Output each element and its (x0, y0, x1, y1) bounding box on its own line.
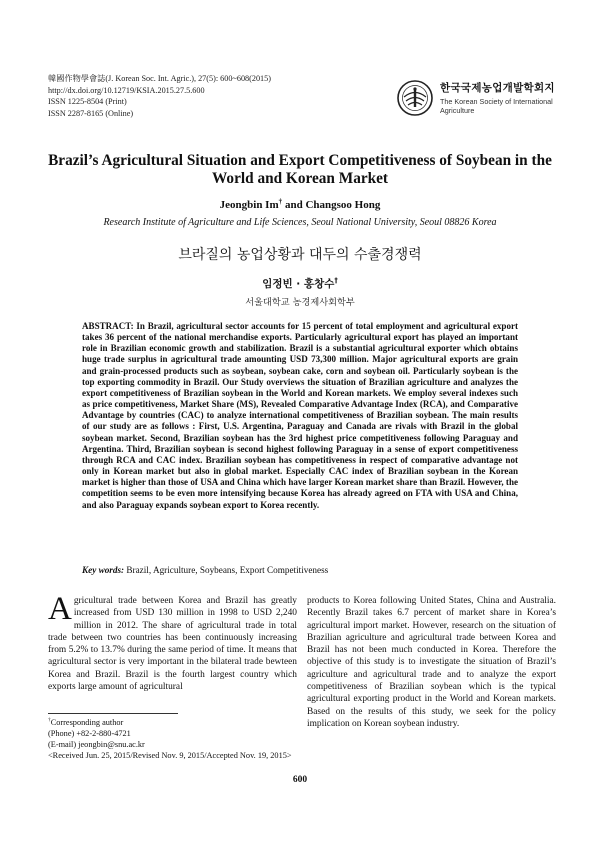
corresponding-mark-ko: † (334, 276, 338, 285)
footnote-email[interactable]: (E-mail) jeongbin@snu.ac.kr (48, 740, 145, 749)
article-affiliation: Research Institute of Agriculture and Life Sciences, Seoul National University, Seoul 08826 Korea (103, 217, 497, 228)
footnotes (48, 717, 308, 761)
issn-print: ISSN 1225-8504 (Print) (48, 97, 127, 106)
keywords (82, 565, 518, 575)
journal-doi[interactable]: http://dx.doi.org/10.12719/KSIA.2015.27.5.600 (48, 85, 205, 95)
society-masthead (397, 78, 557, 122)
society-name-ko: 한국국제농업개발학회지 (440, 82, 555, 94)
article-affiliation-ko: 서울대학교 농경제사회학부 (245, 297, 355, 308)
abstract: ABSTRACT: In Brazil, agricultural sector accounts for 15 percent of total employment and agricultural export takes 36 percent of the national merchandise exports. Particularly agricultural export has played an important role in Brazilian economic growth and stabilization. Brazil is a substantial agricultural exporter which obtains huge trade surplus in agricultural trade amounting USD 73,300 million. Major agricultural exports are grain and grain-processed products such as soybean, soybean cake, corn and soybean oil. Particularly soybean is the top exporting commodity in Brazil. Our Study overviews the situation of Brazilian agriculture and analyzes the export competitiveness of Brazilian soybean in the World and Korean markets. We employ several indexes such as price competitiveness, Market Share (MS), Revealed Comparative Advantage Index (RCA), and Comparative Advantage by countries (CAC) to analyze international competitiveness of Brazilian soybean. The main results of our study are as follows : First, U.S. Argentina, Paraguay and Canada are rivals with Brazil in the global soybean market. Second, Brazilian soybean has the 3rd highest price competitiveness following Paraguay and Argentina. Third, Brazilian soybean is second highest following Paraguay in a sense of export competitiveness through RCA and CAC index. Brazilian soybean has competitiveness in respect of comparative advantage not only in Korean market but also in global market. Especially CAC index of Brazilian soybean in the Korean market is higher than those of USA and China which have larger Korean market share than Brazil. However, the competition seems to be even more intensifying because Korea has already agreed on FTA with USA and China, and also Paraguay expands soybean export to Korea recently. (82, 321, 518, 510)
author-2: Changsoo Hong (305, 199, 381, 211)
keywords-list: Brazil, Agriculture, Soybeans, Export Competitiveness (124, 565, 329, 575)
issn-online: ISSN 2287-8165 (Online) (48, 108, 134, 118)
society-seal-icon (397, 80, 433, 116)
keywords-label: Key words: (82, 565, 125, 575)
journal-info (48, 73, 271, 119)
footnote-received: <Received Jun. 25, 2015/Revised Nov. 9, 2015/Accepted Nov. 19, 2015> (48, 751, 292, 760)
society-name-en: The Korean Society of International Agriculture (440, 97, 553, 115)
article-authors (40, 199, 560, 211)
body-column-left (48, 591, 297, 693)
body-column-right: products to Korea following United States, China and Australia. Recently Brazil takes 6.7 percent of market share in Korea’s agricultural import market. However, research on the situation of Brazilian agriculture and agricultural trade between Korea and Brazil has not been much conducted in Korea. Therefore the objective of this study is to investigate the situation of Brazil’s agriculture and agricultural trade and to analyze the export competitiveness of Brazilian soybean which is the typical agricultural exporting product in the World and Korean markets. Based on the results of this study, we seek for the policy implication on Korean soybean industry. (307, 596, 556, 729)
footnote-dagger: † (48, 717, 51, 724)
authors-conjunction: and (282, 199, 306, 211)
authors-ko-names: 임정빈 · 홍창수 (262, 278, 335, 290)
footnote-corresponding: Corresponding author (50, 718, 124, 727)
article-authors-ko (40, 276, 560, 291)
article-title-ko: 브라질의 농업상황과 대두의 수출경쟁력 (178, 247, 422, 263)
author-1: Jeongbin Im (219, 199, 279, 211)
article-title: Brazil’s Agricultural Situation and Export Competitiveness of Soybean in the World and Korean Market (48, 152, 552, 187)
corresponding-mark: † (278, 197, 283, 206)
footnote-phone: (Phone) +82-2-880-4721 (48, 729, 131, 738)
journal-citation: 韓國作物學會誌(J. Korean Soc. Int. Agric.), 27(5): 600~608(2015) (48, 74, 271, 83)
page-number: 600 (292, 775, 308, 785)
footnote-divider (48, 713, 178, 714)
body-text-left: gricultural trade between Korea and Brazil has greatly increased from USD 130 million in 1998 to USD 2,240 million in 2012. The share of agricultural trade in total trade between two countries has been continuously increasing from 5.2% to 13.7% during the same period of time. It means that agricultural sector is very important in the bilateral trade bewteen Korea and Brazil. Brazil is the fourth largest country which exports large amount of agricultural (48, 596, 297, 693)
drop-cap: A (48, 591, 72, 627)
